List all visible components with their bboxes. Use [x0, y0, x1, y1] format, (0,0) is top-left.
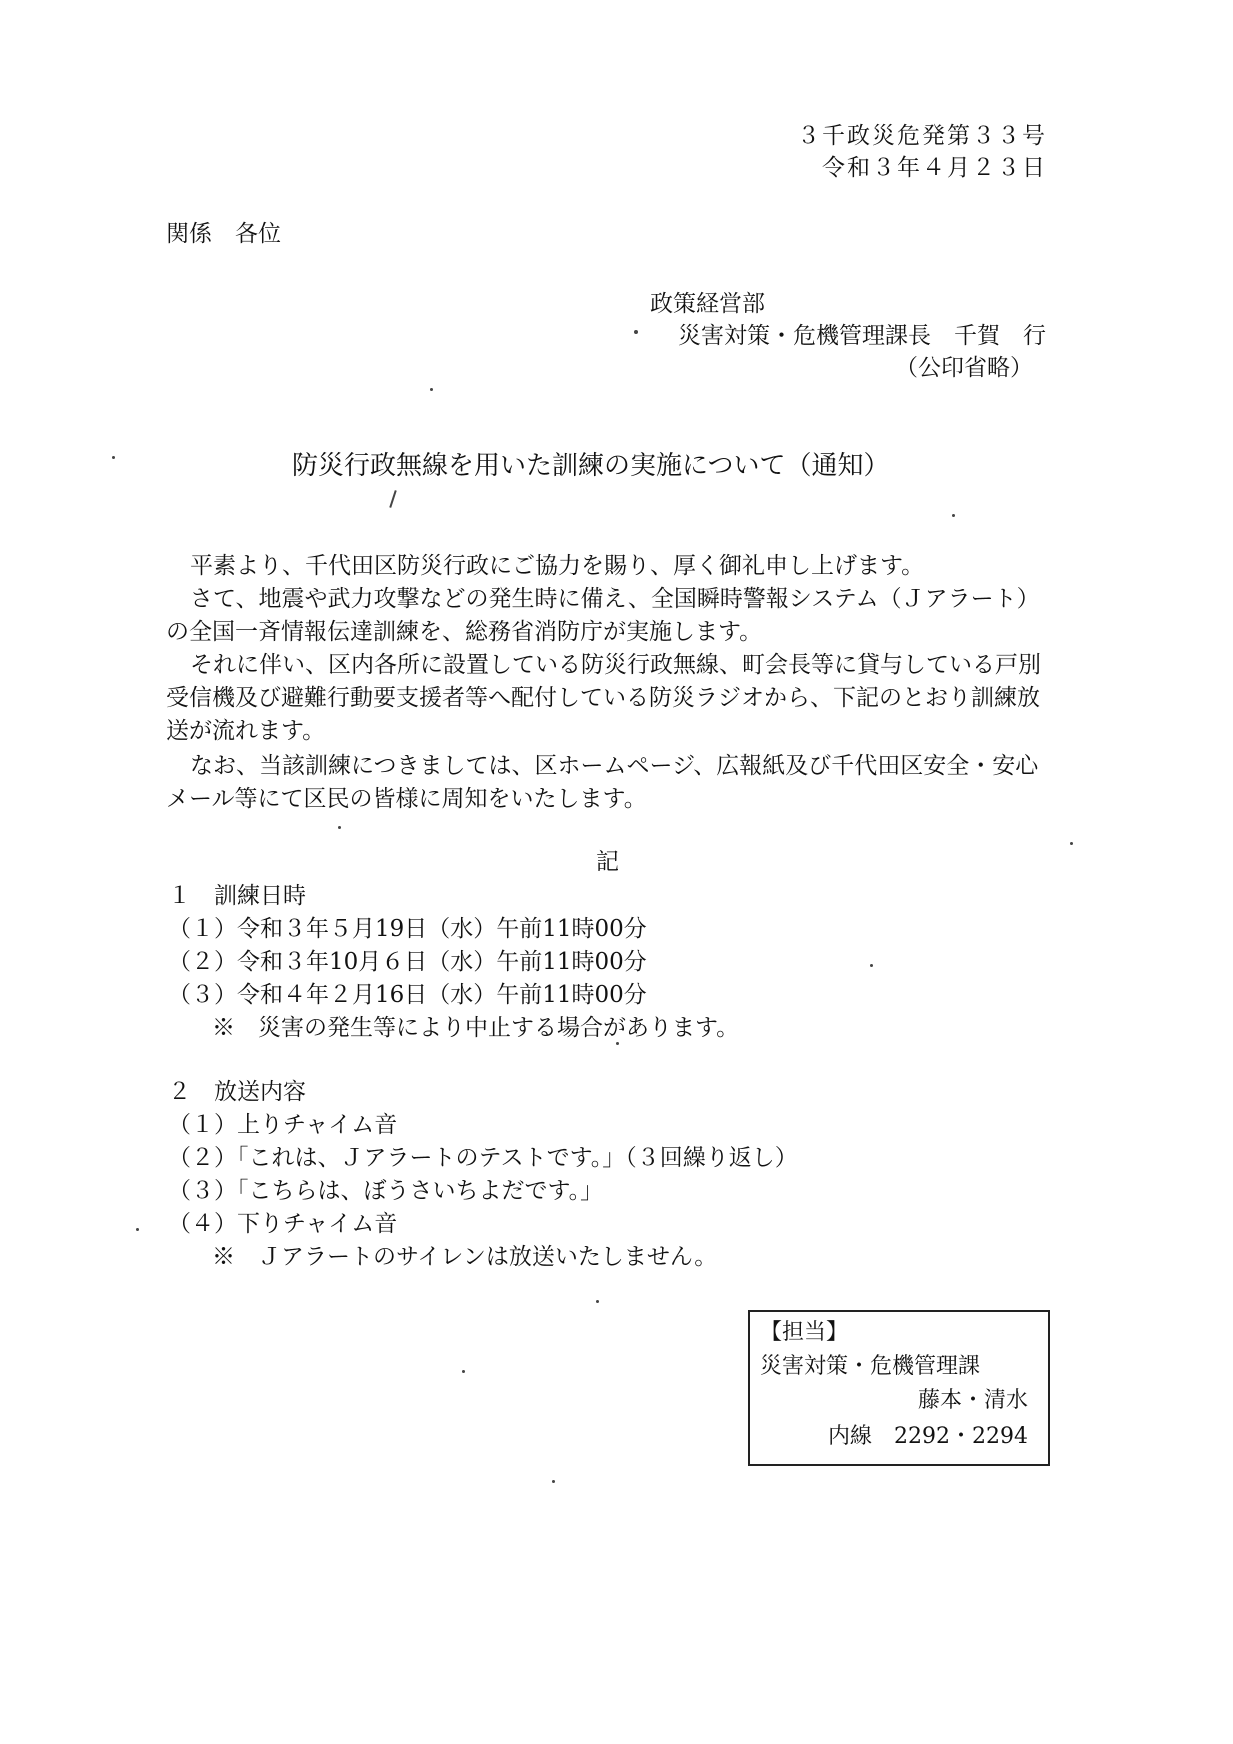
section1-heading: １ 訓練日時 — [168, 883, 306, 909]
scan-speck — [552, 1480, 555, 1483]
body-line: それに伴い、区内各所に設置している防災行政無線、町会長等に貸与している戸別 — [190, 652, 1041, 678]
broadcast-item: （３）「こちらは、ぼうさいちよだです。」 — [168, 1178, 604, 1204]
contact-label: 【担当】 — [760, 1320, 849, 1345]
contact-names: 藤本・清水 — [917, 1388, 1028, 1413]
body-line: 送が流れます。 — [166, 718, 326, 744]
contact-box — [748, 1310, 1050, 1466]
body-line: メール等にて区民の皆様に周知をいたします。 — [166, 786, 647, 812]
broadcast-item: （１）上りチャイム音 — [168, 1112, 398, 1138]
scan-speck — [462, 1370, 465, 1373]
document-title: 防災行政無線を用いた訓練の実施について（通知） — [292, 451, 890, 481]
scan-speck — [136, 1228, 139, 1231]
schedule-note: ※ 災害の発生等により中止する場合があります。 — [212, 1015, 740, 1041]
addressee: 関係 各位 — [166, 221, 281, 247]
scan-speck — [338, 826, 341, 829]
sender-position-name: 災害対策・危機管理課長 千賀 行 — [678, 323, 1046, 349]
schedule-item: （３）令和４年２月16日（水）午前11時00分 — [168, 982, 647, 1008]
broadcast-item: （４）下りチャイム音 — [168, 1211, 398, 1237]
body-line: なお、当該訓練につきましては、区ホームページ、広報紙及び千代田区安全・安心 — [190, 753, 1039, 779]
body-line: さて、地震や武力攻撃などの発生時に備え、全国瞬時警報システム（Ｊアラート） — [190, 586, 1040, 612]
contact-extension: 内線 2292・2294 — [828, 1424, 1028, 1449]
section2-heading: ２ 放送内容 — [168, 1079, 306, 1105]
broadcast-note: ※ Ｊアラートのサイレンは放送いたしません。 — [212, 1244, 718, 1270]
document-date: 令和３年４月２３日 — [822, 155, 1047, 181]
ki-marker: 記 — [596, 849, 619, 875]
scan-speck — [596, 1300, 599, 1303]
scan-speck — [430, 388, 433, 391]
seal-omitted-note: （公印省略） — [895, 355, 1033, 381]
body-line: 平素より、千代田区防災行政にご協力を賜り、厚く御礼申し上げます。 — [190, 553, 925, 579]
body-line: の全国一斉情報伝達訓練を、総務省消防庁が実施します。 — [166, 619, 763, 645]
scan-speck — [112, 456, 115, 459]
contact-section: 災害対策・危機管理課 — [760, 1354, 981, 1379]
broadcast-item: （２）「これは、Ｊアラートのテストです。」（３回繰り返し） — [168, 1145, 798, 1171]
scan-speck — [870, 964, 873, 967]
scan-speck — [634, 330, 638, 334]
schedule-item: （２）令和３年10月６日（水）午前11時00分 — [168, 949, 647, 975]
scan-stroke — [389, 490, 396, 508]
document-number: ３千政災危発第３３号 — [797, 123, 1047, 149]
scan-speck — [616, 1042, 619, 1045]
schedule-item: （１）令和３年５月19日（水）午前11時00分 — [168, 916, 647, 942]
sender-department: 政策経営部 — [650, 291, 765, 317]
scan-speck — [1070, 842, 1073, 845]
scan-speck — [952, 514, 955, 517]
body-line: 受信機及び避難行動要支援者等へ配付している防災ラジオから、下記のとおり訓練放 — [166, 685, 1040, 711]
